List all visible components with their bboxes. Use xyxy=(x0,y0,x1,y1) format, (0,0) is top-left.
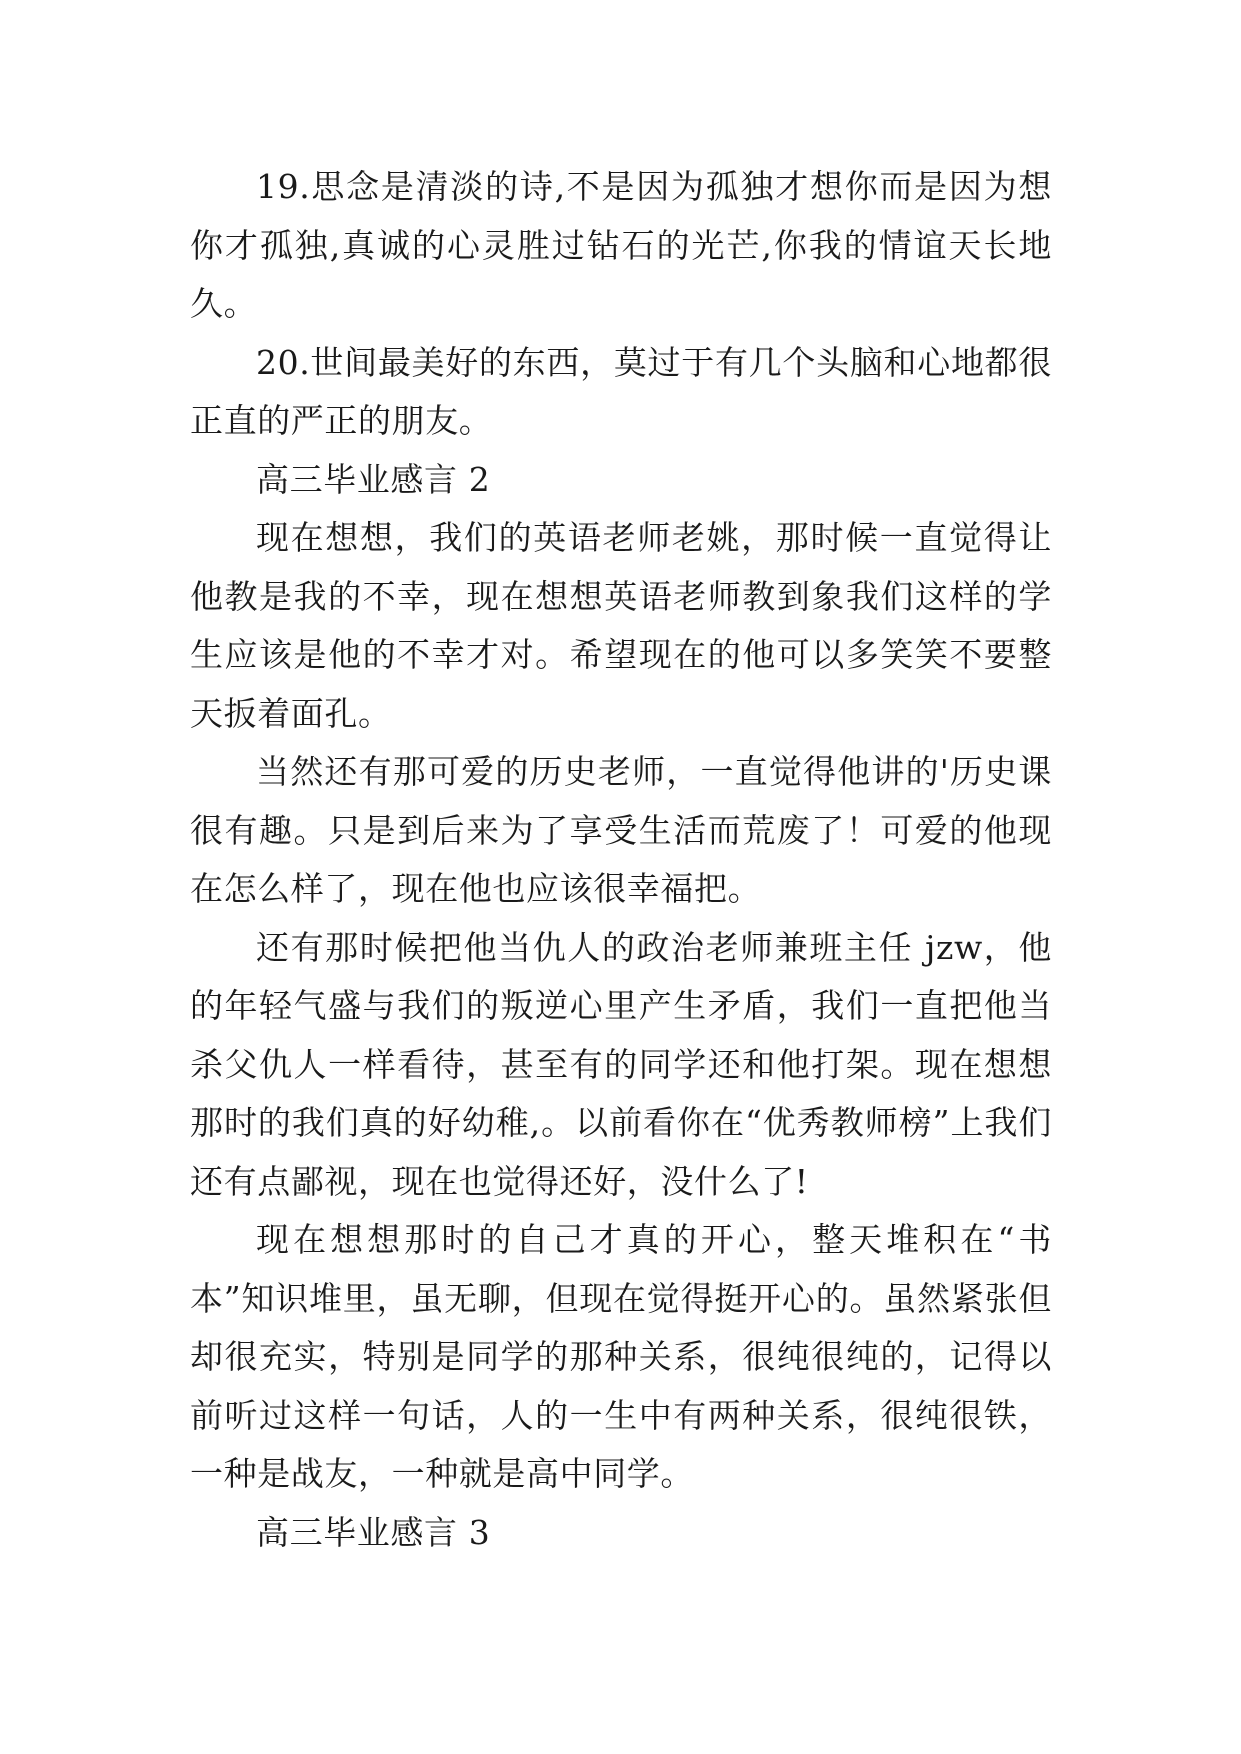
paragraph-history-teacher: 当然还有那可爱的历史老师，一直觉得他讲的'历史课很有趣。只是到后来为了享受生活而荒废了！可爱的他现在怎么样了，现在他也应该很幸福把。 xyxy=(190,752,1052,908)
paragraph-20: 20.世间最美好的东西，莫过于有几个头脑和心地都很正直的严正的朋友。 xyxy=(190,342,1052,440)
section-heading-3: 高三毕业感言 3 xyxy=(256,1512,491,1552)
section-heading-2: 高三毕业感言 2 xyxy=(256,459,491,499)
document-body xyxy=(190,158,1052,1562)
paragraph-19: 19.思念是清淡的诗,不是因为孤独才想你而是因为想你才孤独,真诚的心灵胜过钻石的光芒,你我的情谊天长地久。 xyxy=(190,167,1052,323)
paragraph-english-teacher: 现在想想，我们的英语老师老姚，那时候一直觉得让他教是我的不幸，现在想想英语老师教到象我们这样的学生应该是他的不幸才对。希望现在的他可以多笑笑不要整天扳着面孔。 xyxy=(190,518,1052,733)
paragraph-classmates: 现在想想那时的自己才真的开心，整天堆积在“书本”知识堆里，虽无聊，但现在觉得挺开心的。虽然紧张但却很充实，特别是同学的那种关系，很纯很纯的，记得以前听过这样一句话，人的一生中有两种关系，很纯很铁，一种是战友，一种就是高中同学。 xyxy=(190,1220,1052,1493)
paragraph-politics-teacher: 还有那时候把他当仇人的政治老师兼班主任 jzw，他的年轻气盛与我们的叛逆心里产生矛盾，我们一直把他当杀父仇人一样看待，甚至有的同学还和他打架。现在想想那时的我们真的好幼稚,。以前看你在“优秀教师榜”上我们还有点鄙视，现在也觉得还好，没什么了! xyxy=(190,927,1052,1201)
